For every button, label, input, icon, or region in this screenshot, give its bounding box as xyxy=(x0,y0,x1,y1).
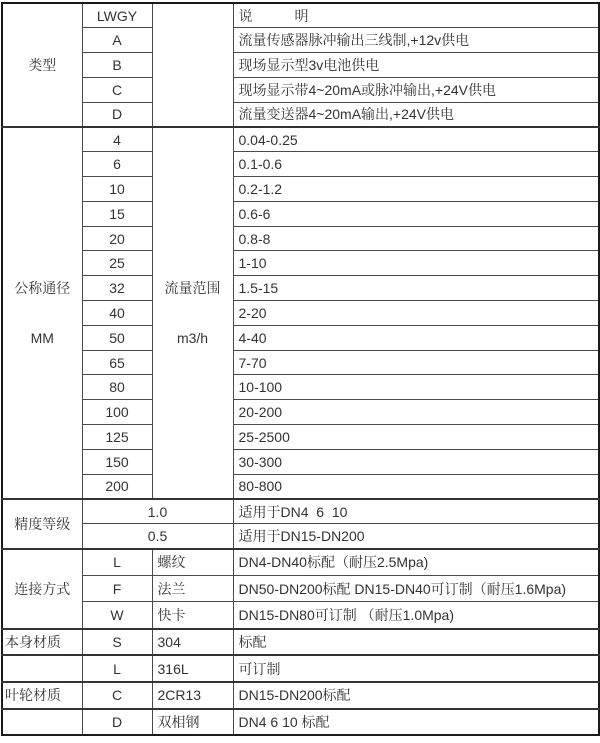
flow-range-cell: 20-200 xyxy=(233,400,599,425)
diameter-size-cell: 15 xyxy=(82,201,152,226)
flow-range-cell: 4-40 xyxy=(233,325,599,350)
diameter-size-cell: 10 xyxy=(82,177,152,202)
type-section-label: 类型 xyxy=(2,3,82,127)
impeller-code-cell: D xyxy=(82,709,152,736)
label-line: MM xyxy=(30,329,54,346)
empty-cell xyxy=(2,709,82,736)
connection-desc-cell: DN15-DN80可订制 （耐压1.0Mpa) xyxy=(233,602,599,629)
flow-range-cell: 30-300 xyxy=(233,449,599,474)
connection-desc-cell: DN50-DN200标配 DN15-DN40可订制（耐压1.6Mpa) xyxy=(233,575,599,602)
body-material-code-cell: S xyxy=(82,629,152,656)
body-material-label: 本身材质 xyxy=(2,629,82,656)
diameter-size-cell: 125 xyxy=(82,425,152,450)
empty-cell xyxy=(152,3,233,127)
accuracy-desc-cell: 适用于DN15-DN200 xyxy=(233,524,599,549)
impeller-desc-cell: DN4 6 10 标配 xyxy=(233,709,599,736)
flow-range-cell: 0.2-1.2 xyxy=(233,177,599,202)
connection-code-cell: W xyxy=(82,602,152,629)
type-code-cell: C xyxy=(82,77,152,102)
diameter-size-cell: 20 xyxy=(82,226,152,251)
flow-range-cell: 1-10 xyxy=(233,251,599,276)
connection-name-cell: 快卡 xyxy=(152,602,233,629)
connection-name-cell: 法兰 xyxy=(152,575,233,602)
diameter-size-cell: 50 xyxy=(82,325,152,350)
model-header-cell: LWGY xyxy=(82,3,152,28)
accuracy-desc-cell: 适用于DN4 6 10 xyxy=(233,499,599,524)
type-desc-cell: 流量传感器脉冲输出三线制,+12v供电 xyxy=(233,28,599,53)
impeller-name-cell: 316L xyxy=(152,655,233,682)
flow-range-cell: 0.04-0.25 xyxy=(233,127,599,152)
label-line: 流量范围 xyxy=(164,279,221,296)
empty-cell xyxy=(2,655,82,682)
diameter-size-cell: 100 xyxy=(82,400,152,425)
impeller-name-cell: 2CR13 xyxy=(152,682,233,709)
connection-code-cell: F xyxy=(82,575,152,602)
type-desc-cell: 现场显示带4~20mA或脉冲输出,+24V供电 xyxy=(233,77,599,102)
diameter-size-cell: 25 xyxy=(82,251,152,276)
flow-range-cell: 10-100 xyxy=(233,375,599,400)
connection-desc-cell: DN4-DN40标配（耐压2.5Mpa) xyxy=(233,549,599,576)
diameter-size-cell: 32 xyxy=(82,276,152,301)
type-code-cell: D xyxy=(82,102,152,127)
label-line: m3/h xyxy=(176,329,209,346)
flow-range-cell: 0.1-0.6 xyxy=(233,152,599,177)
body-material-name-cell: 304 xyxy=(152,629,233,656)
flow-range-label xyxy=(152,127,233,499)
diameter-size-cell: 6 xyxy=(82,152,152,177)
connection-section-label: 连接方式 xyxy=(2,549,82,629)
impeller-desc-cell: 可订制 xyxy=(233,655,599,682)
impeller-code-cell: L xyxy=(82,655,152,682)
diameter-section-label xyxy=(2,127,82,499)
accuracy-grade-cell: 0.5 xyxy=(82,524,233,549)
flow-range-cell: 0.6-6 xyxy=(233,201,599,226)
flow-range-cell: 1.5-15 xyxy=(233,276,599,301)
type-desc-cell: 流量变送器4~20mA输出,+24V供电 xyxy=(233,102,599,127)
connection-name-cell: 螺纹 xyxy=(152,549,233,576)
flow-range-cell: 0.8-8 xyxy=(233,226,599,251)
accuracy-grade-cell: 1.0 xyxy=(82,499,233,524)
type-code-cell: B xyxy=(82,53,152,78)
impeller-desc-cell: DN15-DN200标配 xyxy=(233,682,599,709)
spec-table xyxy=(1,2,600,736)
impeller-name-cell: 双相钢 xyxy=(152,709,233,736)
diameter-size-cell: 80 xyxy=(82,375,152,400)
impeller-material-label: 叶轮材质 xyxy=(2,682,82,709)
diameter-size-cell: 150 xyxy=(82,449,152,474)
body-material-desc-cell: 标配 xyxy=(233,629,599,656)
diameter-size-cell: 200 xyxy=(82,474,152,499)
flow-range-cell: 25-2500 xyxy=(233,425,599,450)
connection-code-cell: L xyxy=(82,549,152,576)
flow-range-cell: 2-20 xyxy=(233,301,599,326)
flow-range-cell: 7-70 xyxy=(233,350,599,375)
type-desc-cell: 现场显示型3v电池供电 xyxy=(233,53,599,78)
type-code-cell: A xyxy=(82,28,152,53)
impeller-code-cell: C xyxy=(82,682,152,709)
diameter-size-cell: 65 xyxy=(82,350,152,375)
diameter-size-cell: 40 xyxy=(82,301,152,326)
accuracy-section-label: 精度等级 xyxy=(2,499,82,549)
diameter-size-cell: 4 xyxy=(82,127,152,152)
label-line: 公称通径 xyxy=(14,279,71,296)
description-header-cell: 说 明 xyxy=(233,3,599,28)
flow-range-cell: 80-800 xyxy=(233,474,599,499)
